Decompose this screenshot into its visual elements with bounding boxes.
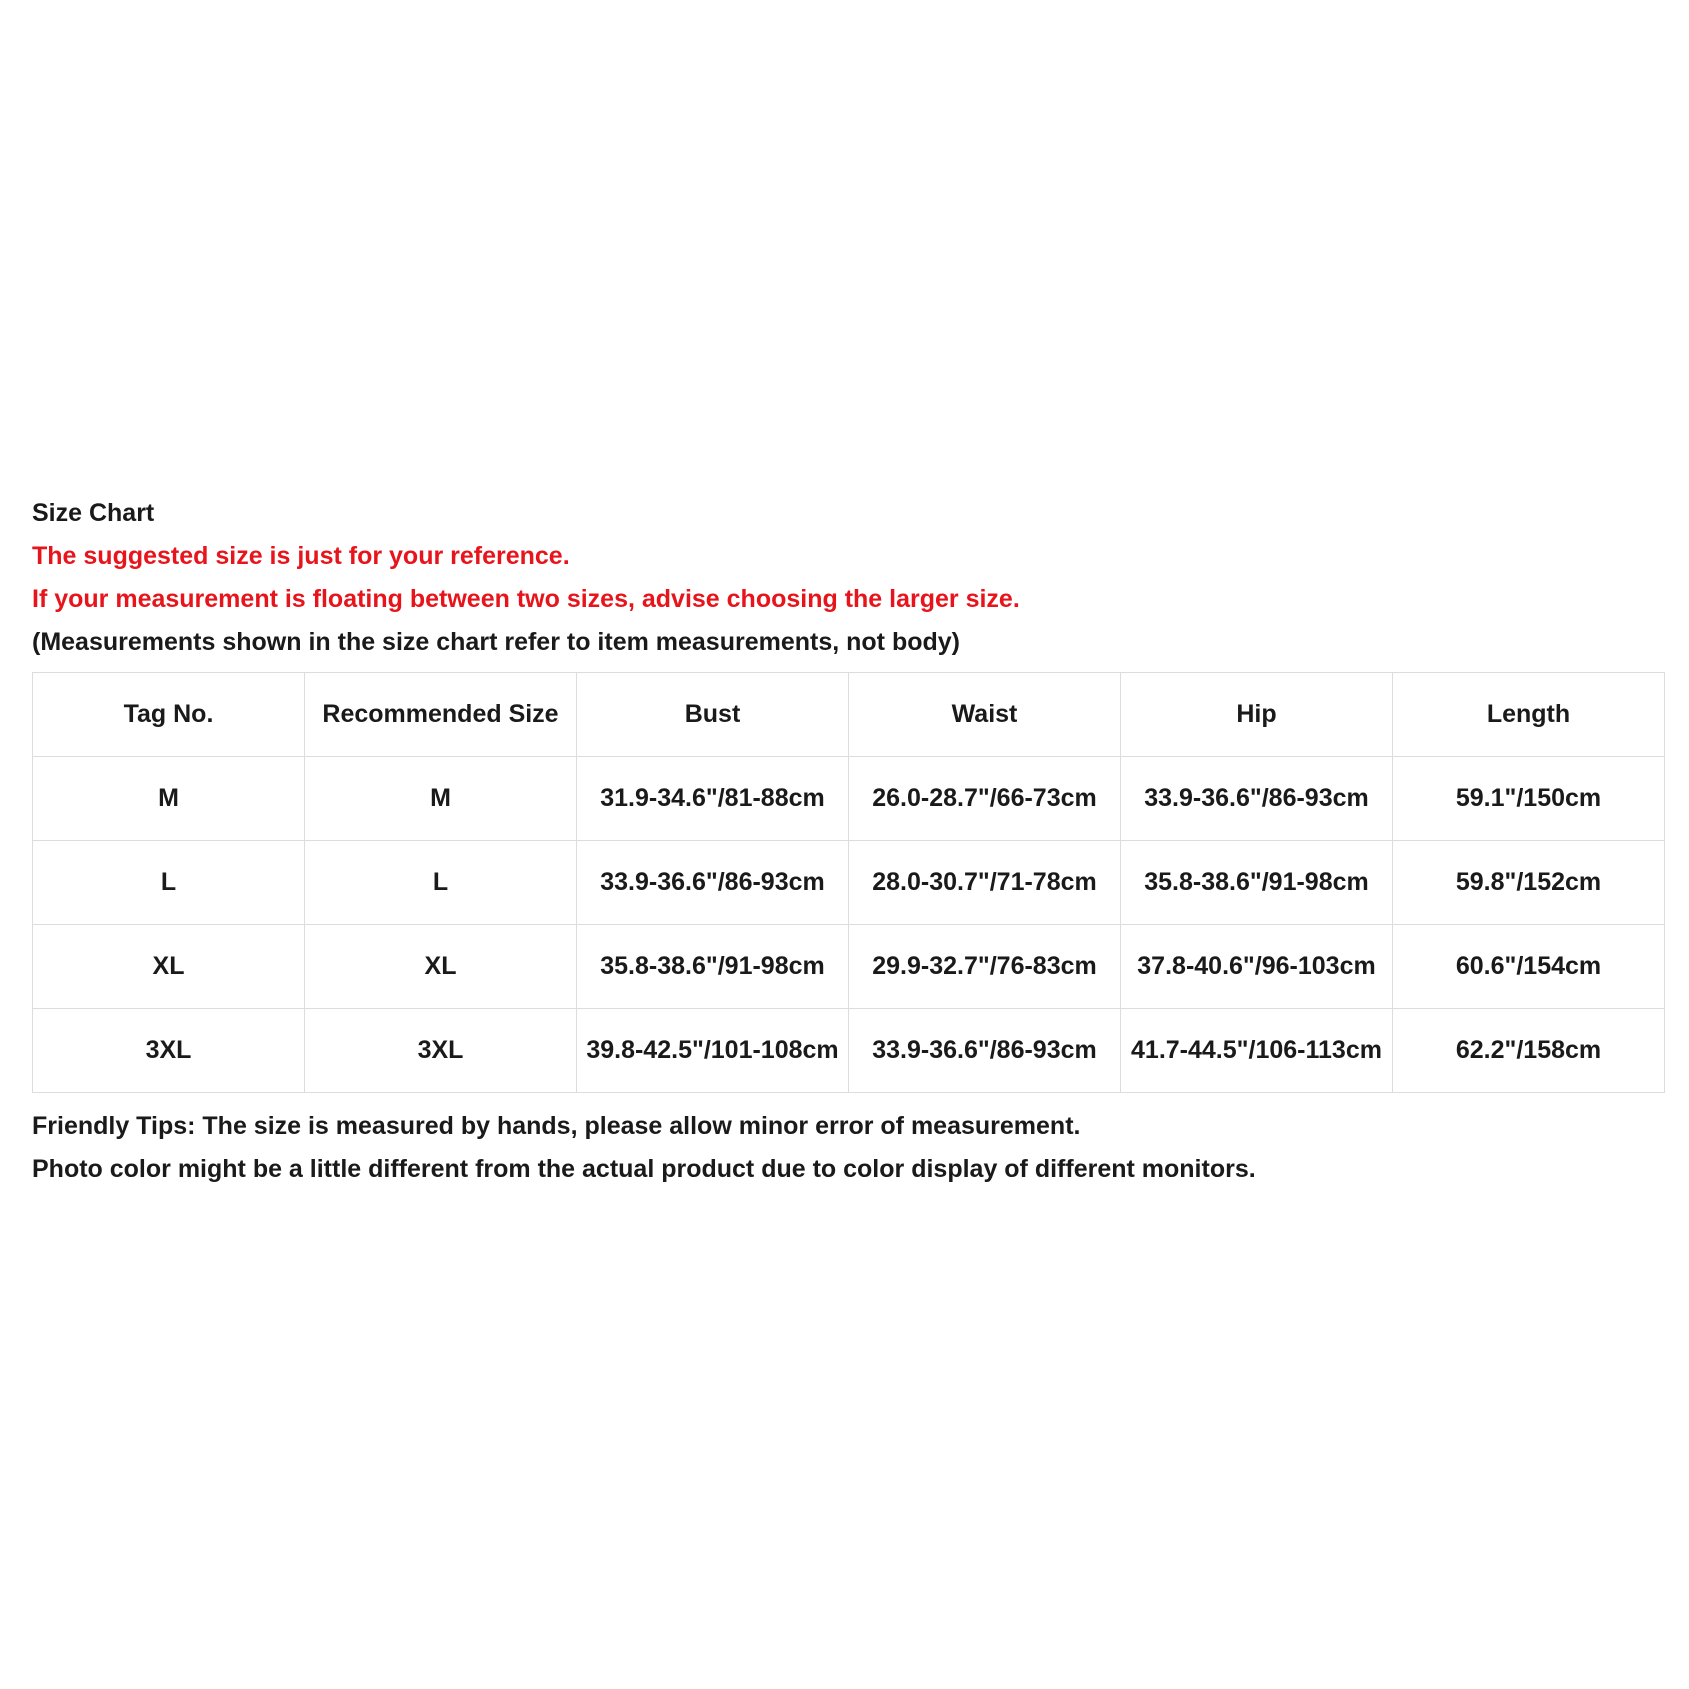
color-disclaimer: Photo color might be a little different from the actual product due to color display of different monitors. [32, 1155, 1256, 1183]
cell-tag-no: XL [33, 925, 305, 1009]
table-header-row [33, 673, 1665, 757]
table-row [33, 1009, 1665, 1093]
cell-bust: 33.9-36.6"/86-93cm [577, 841, 849, 925]
cell-hip: 41.7-44.5"/106-113cm [1121, 1009, 1393, 1093]
cell-waist: 26.0-28.7"/66-73cm [849, 757, 1121, 841]
cell-length: 62.2"/158cm [1393, 1009, 1665, 1093]
cell-recommended-size: M [305, 757, 577, 841]
reference-notice: The suggested size is just for your reference. [32, 542, 570, 570]
column-header-length: Length [1393, 673, 1665, 757]
cell-waist: 33.9-36.6"/86-93cm [849, 1009, 1121, 1093]
cell-tag-no: M [33, 757, 305, 841]
column-header-recommended-size: Recommended Size [305, 673, 577, 757]
table-row [33, 841, 1665, 925]
cell-waist: 29.9-32.7"/76-83cm [849, 925, 1121, 1009]
size-table [32, 672, 1665, 1093]
cell-bust: 39.8-42.5"/101-108cm [577, 1009, 849, 1093]
table-row [33, 925, 1665, 1009]
cell-recommended-size: XL [305, 925, 577, 1009]
friendly-tip: Friendly Tips: The size is measured by hands, please allow minor error of measurement. [32, 1112, 1081, 1140]
cell-bust: 35.8-38.6"/91-98cm [577, 925, 849, 1009]
column-header-tag-no: Tag No. [33, 673, 305, 757]
page-title: Size Chart [32, 499, 155, 527]
cell-length: 59.1"/150cm [1393, 757, 1665, 841]
column-header-bust: Bust [577, 673, 849, 757]
table-row [33, 757, 1665, 841]
cell-hip: 37.8-40.6"/96-103cm [1121, 925, 1393, 1009]
cell-recommended-size: 3XL [305, 1009, 577, 1093]
measurement-note: (Measurements shown in the size chart refer to item measurements, not body) [32, 628, 960, 656]
cell-hip: 35.8-38.6"/91-98cm [1121, 841, 1393, 925]
cell-tag-no: L [33, 841, 305, 925]
cell-bust: 31.9-34.6"/81-88cm [577, 757, 849, 841]
column-header-waist: Waist [849, 673, 1121, 757]
cell-length: 59.8"/152cm [1393, 841, 1665, 925]
cell-waist: 28.0-30.7"/71-78cm [849, 841, 1121, 925]
sizing-advice-notice: If your measurement is floating between two sizes, advise choosing the larger size. [32, 585, 1020, 613]
cell-tag-no: 3XL [33, 1009, 305, 1093]
cell-hip: 33.9-36.6"/86-93cm [1121, 757, 1393, 841]
cell-length: 60.6"/154cm [1393, 925, 1665, 1009]
cell-recommended-size: L [305, 841, 577, 925]
column-header-hip: Hip [1121, 673, 1393, 757]
size-chart-section [32, 492, 1664, 1191]
